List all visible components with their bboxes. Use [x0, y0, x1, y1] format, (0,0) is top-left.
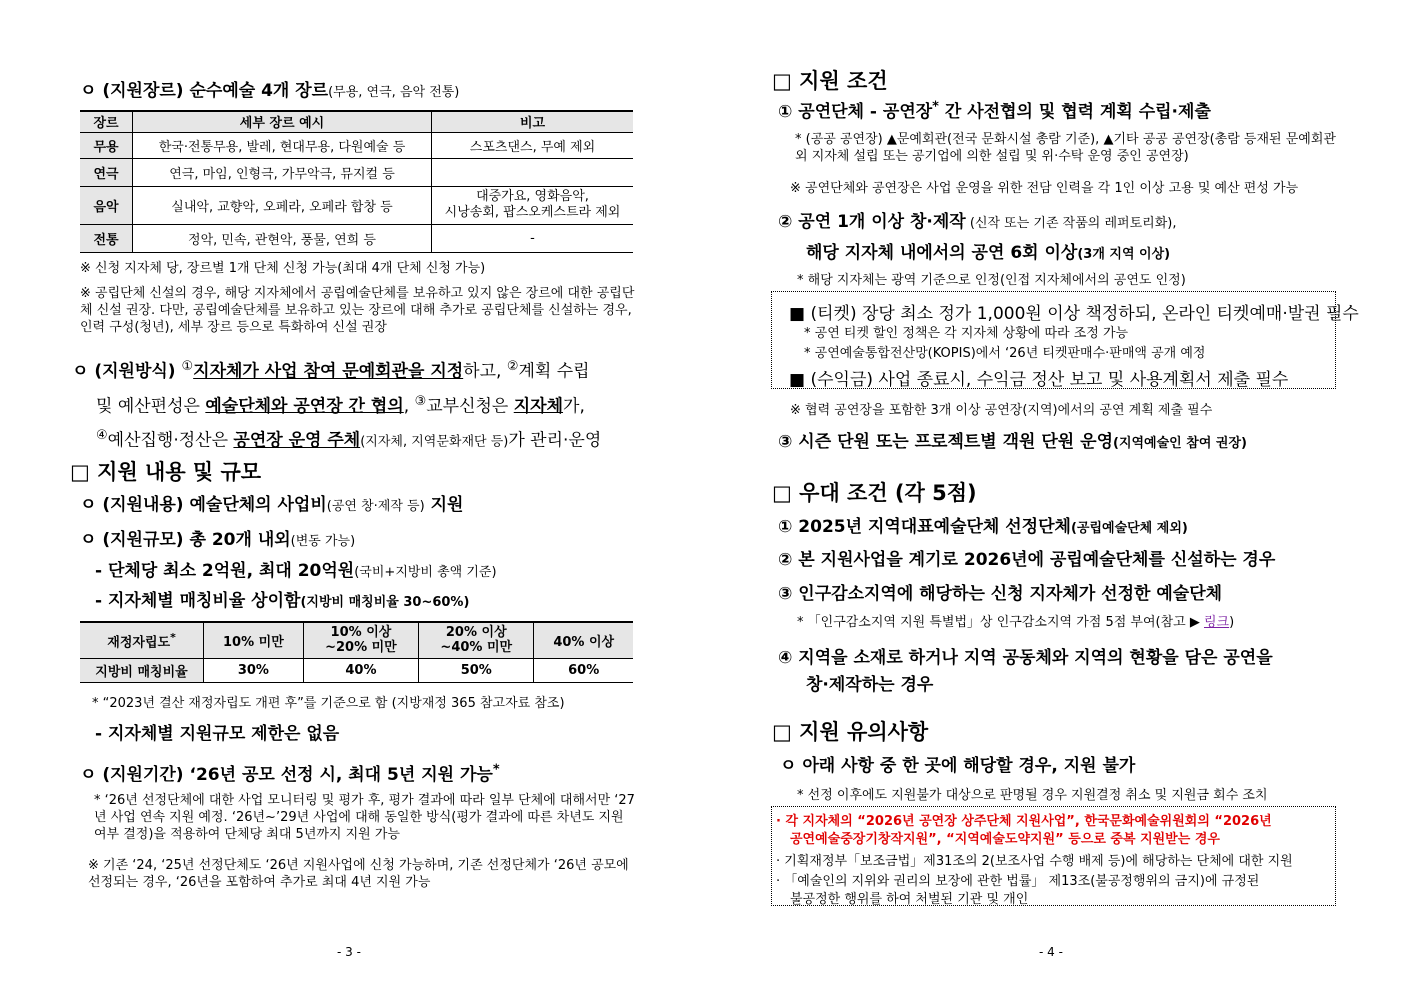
genre-table-header-cell: 세부 장르 예시: [133, 111, 432, 132]
reference-link[interactable]: 링크: [1203, 615, 1230, 630]
method-marker: ②: [506, 359, 519, 374]
genre-table-header-cell: 장르: [80, 111, 133, 132]
method-text: 교부신청은: [426, 396, 514, 417]
section-title-content: □ 지원 내용 및 규모: [70, 460, 262, 484]
cond-2-sub: (신작 또는 기존 작품의 레퍼토리화),: [965, 216, 1177, 231]
page-number: - 3 -: [337, 945, 361, 959]
fiscal-header-cell: 10% 미만: [204, 622, 304, 658]
detail-cell: 한국·전통무용, 발레, 현대무용, 다원예술 등: [133, 132, 432, 158]
genre-heading: [80, 76, 459, 101]
pref-3-note-end: ): [1229, 615, 1235, 630]
caution-note: * 선정 이후에도 지원불가 대상으로 판명될 경우 지원결정 취소 및 지원금 회수 조치: [797, 788, 1268, 803]
pref-3: ③ 인구감소지역에 해당하는 신청 지자체가 선정한 예술단체: [778, 584, 1223, 604]
method-text: 예산집행·정산은: [107, 430, 234, 451]
method-text: ㅇ (지원방식): [72, 361, 182, 382]
pref-2: ② 본 지원사업을 계기로 2026년에 공립예술단체를 신설하는 경우: [778, 550, 1276, 570]
fiscal-row-label: 지방비 매칭비율: [80, 658, 204, 682]
caution-red-1: · 각 지자체의 “2026년 공연장 상주단체 지원사업”, 한국문화예술위원회의 “2026년: [776, 814, 1272, 829]
fiscal-table: [80, 621, 633, 683]
existing-note: ※ 기존 ‘24, ‘25년 선정단체도 ‘26년 지원사업에 신청 가능하며, 기존 선정단체가 ‘26년 공모에 선정되는 경우, ‘26년을 포함하여 추가로 최대 4년 지원 가능: [88, 858, 629, 890]
fiscal-header-line: 10% 이상: [330, 625, 392, 641]
pref-1-text: ① 2025년 지역대표예술단체 선정단체: [778, 517, 1071, 537]
cond-1: [778, 97, 1211, 122]
period-note: * ‘26년 선정단체에 대한 사업 모니터링 및 평가 후, 평가 결과에 따라 일부 단체에 대해서만 ‘27년 사업 연속 지원 예정. ‘26년~’29년 사업에 대해 동일한 방식(평가 결과에 따른 차년도 지원 여부 결정)을 적용하여 단체당 최대 5년까지 지원 가능: [94, 793, 635, 842]
detail-cell: 실내악, 교향악, 오페라, 오페라 합창 등: [133, 186, 432, 224]
genre-cell: 음악: [80, 186, 133, 224]
fiscal-header-line: ~40% 미만: [440, 640, 513, 656]
period-line: [80, 760, 500, 785]
method-text: 예술단체와 공연장 간 협의: [205, 396, 404, 417]
pref-4-line-1: ④ 지역을 소재로 하거나 지역 공동체와 지역의 현황을 담은 공연을: [778, 648, 1273, 668]
section-title-preference: □ 우대 조건 (각 5점): [772, 481, 977, 505]
matching-line: [95, 586, 469, 611]
note-public-group: ※ 공립단체 신설의 경우, 해당 지자체에서 공립예술단체를 보유하고 있지 않은 장르에 대한 공립단체 신설 권장. 다만, 공립예술단체를 보유하고 있는 장르에 대해 추가로 공립단체를 신설하는 경우, 인력 구성(청년), 세부 장르 등으로 특화하여 신설 권장: [80, 286, 635, 335]
genre-cell: 무용: [80, 132, 133, 158]
ticket-line-text: ■ (티켓) 장당 최소 정가 1,000원 이상 책정하되, 온라인 티켓예매·발권 필수: [789, 304, 1359, 324]
method-text: 가,: [563, 396, 585, 417]
caution-row-5: 불공정한 행위를 하여 처벌된 기관 및 개인: [790, 892, 1029, 907]
fiscal-header-line: ~20% 미만: [325, 640, 397, 656]
content-line-main: ㅇ (지원내용) 예술단체의 사업비: [80, 495, 327, 515]
scale-line-sub: (변동 가능): [290, 534, 356, 549]
cond-3: [778, 427, 1247, 452]
method-text: 계획 수립: [518, 361, 590, 382]
table-row: [80, 658, 633, 682]
pref-3-note: [797, 611, 1234, 630]
cond-3-text: ③ 시즌 단원 또는 프로젝트별 객원 단원 운영: [778, 432, 1113, 452]
fiscal-value: 50%: [419, 658, 534, 682]
genre-cell: 전통: [80, 224, 133, 252]
caution-red-2: 공연예술중장기창작지원”, “지역예술도약지원” 등으로 중복 지원받는 경우: [790, 832, 1220, 847]
method-text: ,: [403, 396, 415, 417]
section-title-conditions: □ 지원 조건: [772, 69, 888, 93]
method-marker: ④: [96, 428, 108, 444]
note-one-group: ※ 신청 지자체 당, 장르별 1개 단체 신청 가능(최대 4개 단체 신청 가능): [80, 261, 486, 276]
table-row: [80, 132, 633, 158]
ticket-note-1: * 공연 티켓 할인 정책은 각 지자체 상황에 따라 조정 가능: [804, 326, 1129, 341]
period-line-sup: *: [492, 762, 500, 778]
cond-1-note2: ※ 공연단체와 공연장은 사업 운영을 위한 전담 인력을 각 1인 이상 고용 및 예산 편성 가능: [790, 181, 1299, 196]
table-row: [80, 158, 633, 186]
pref-1-sub: (공립예술단체 제외): [1070, 521, 1188, 536]
method-line-1: [72, 352, 601, 387]
fiscal-header-cell: [303, 622, 418, 658]
ticket-note-2: * 공연예술통합전산망(KOPIS)에서 ‘26년 티켓판매수·판매액 공개 예정: [804, 346, 1206, 361]
fiscal-table-header: [80, 622, 633, 658]
ticket-box: [771, 291, 1359, 390]
matching-main: - 지자체별 매칭비율 상이함: [95, 591, 301, 611]
fiscal-value: 60%: [534, 658, 633, 682]
cond-1-sup: *: [932, 99, 939, 115]
matching-sub: (지방비 매칭비율 30~60%): [300, 595, 470, 610]
note-cell-line: 시낭송회, 팝스오케스트라 제외: [444, 205, 621, 220]
revenue-line: ■ (수익금) 사업 종료시, 수익금 정산 보고 및 사용계획서 제출 필수: [789, 370, 1289, 390]
fiscal-header-line: 20% 이상: [445, 625, 507, 641]
note-cell: 스포츠댄스, 무예 제외: [432, 132, 634, 158]
note-cell: [432, 186, 634, 224]
pref-3-note-text: * 「인구감소지역 지원 특별법」상 인구감소지역 가점 5점 부여(참고 ▶: [797, 615, 1204, 630]
fiscal-header-sup: *: [170, 630, 176, 644]
method-line-2: [72, 387, 601, 422]
fiscal-header-label-text: 재정자립도: [107, 634, 171, 650]
cond-2-text: ② 공연 1개 이상 창·제작: [778, 212, 966, 232]
content-line: [80, 490, 463, 515]
fiscal-header-label: [80, 622, 204, 658]
cond-2b-sub: (3개 지역 이상): [1077, 247, 1171, 262]
fiscal-header-cell: [419, 622, 534, 658]
scale-line: [80, 525, 355, 550]
per-group-main: - 단체당 최소 2억원, 최대 20억원: [95, 561, 355, 581]
detail-cell: 정악, 민속, 관현악, 풍물, 연희 등: [133, 224, 432, 252]
note-cell: [432, 158, 634, 186]
method-text: 및 예산편성은: [96, 396, 206, 417]
content-line-sub: (공연 창·제작 등): [326, 499, 425, 514]
cond-2: [778, 207, 1176, 232]
method-text: 하고,: [463, 361, 507, 382]
method-marker: ①: [181, 359, 194, 374]
method-text: (지자체, 지역문화재단 등): [360, 434, 509, 450]
section-title-caution: □ 지원 유의사항: [772, 720, 929, 744]
cond-1-note: * (공공 공연장) ▲문예회관(전국 문화시설 총람 기준), ▲기타 공공 공연장(총람 등재된 문예회관 외 지자체 설립 또는 공기업에 의한 설립 및 위·수탁 운영 중인 공연장): [795, 132, 1336, 164]
scale-line-main: ㅇ (지원규모) 총 20개 내외: [80, 530, 291, 550]
method-text: 공연장 운영 주체: [233, 430, 361, 451]
method-text: 지자체: [513, 396, 564, 417]
fiscal-value: 40%: [303, 658, 418, 682]
method-marker: ③: [414, 393, 427, 409]
table-row: [80, 186, 633, 224]
caution-row-3: · 기획재정부「보조금법」제31조의 2(보조사업 수행 배제 등)에 해당하는 단체에 대한 지원: [776, 854, 1293, 869]
cond-3-sub: (지역예술인 참여 권장): [1113, 436, 1247, 451]
caution-row-4: · 「예술인의 지위와 권리의 보장에 관한 법률」 제13조(불공정행위의 금지)에 규정된: [776, 874, 1260, 889]
fiscal-header-cell: 40% 이상: [534, 622, 633, 658]
page-number: - 4 -: [1039, 945, 1063, 959]
method-text: 지자체가 사업 참여 문예회관을 지정: [193, 361, 464, 382]
note-cell: -: [432, 224, 634, 252]
genre-table: [80, 110, 633, 253]
cond-2-note: * 해당 지자체는 광역 기준으로 인정(인접 지자체에서의 공연도 인정): [797, 273, 1186, 288]
cond-1-end: 간 사전협의 및 협력 계획 수립·제출: [938, 102, 1211, 122]
content-line-end: 지원: [424, 495, 464, 515]
cond-1-text: ① 공연단체 - 공연장: [778, 102, 933, 122]
per-group-sub: (국비+지방비 총액 기준): [354, 565, 497, 580]
pref-4-line-2: 창·제작하는 경우: [806, 675, 934, 695]
cond-2-note2: ※ 협력 공연장을 포함한 3개 이상 공연장(지역)에서의 공연 계획 제출 필수: [790, 403, 1213, 418]
cond-2b: [806, 238, 1170, 263]
note-cell-line: 대중가요, 영화음악,: [476, 189, 589, 204]
cond-2b-text: 해당 지자체 내에서의 공연 6회 이상: [806, 243, 1078, 263]
detail-cell: 연극, 마임, 인형극, 가무악극, 뮤지컬 등: [133, 158, 432, 186]
fiscal-value: 30%: [204, 658, 304, 682]
period-line-text: ㅇ (지원기간) ‘26년 공모 선정 시, 최대 5년 지원 가능: [80, 765, 493, 785]
genre-heading-sub: (무용, 연극, 음악 전통): [328, 85, 460, 100]
genre-heading-main: ㅇ (지원장르) 순수예술 4개 장르: [80, 81, 329, 101]
genre-table-header-cell: 비고: [432, 111, 634, 132]
method-line-3: [72, 421, 601, 457]
genre-cell: 연극: [80, 158, 133, 186]
ticket-line: [789, 299, 1359, 324]
caution-line: ㅇ 아래 사항 중 한 곳에 해당할 경우, 지원 불가: [780, 756, 1136, 776]
pref-1: [778, 512, 1188, 537]
caution-box: [771, 806, 1336, 906]
method-text: 가 관리·운영: [508, 430, 602, 451]
method-block: [72, 352, 601, 457]
no-limit-line: - 지자체별 지원규모 제한은 없음: [95, 724, 340, 744]
genre-table-header: [80, 111, 633, 132]
table-row: [80, 224, 633, 252]
fiscal-note: * “2023년 결산 재정자립도 개편 후”를 기준으로 함 (지방재정 365 참고자료 참조): [92, 696, 565, 711]
per-group-line: [95, 556, 497, 581]
